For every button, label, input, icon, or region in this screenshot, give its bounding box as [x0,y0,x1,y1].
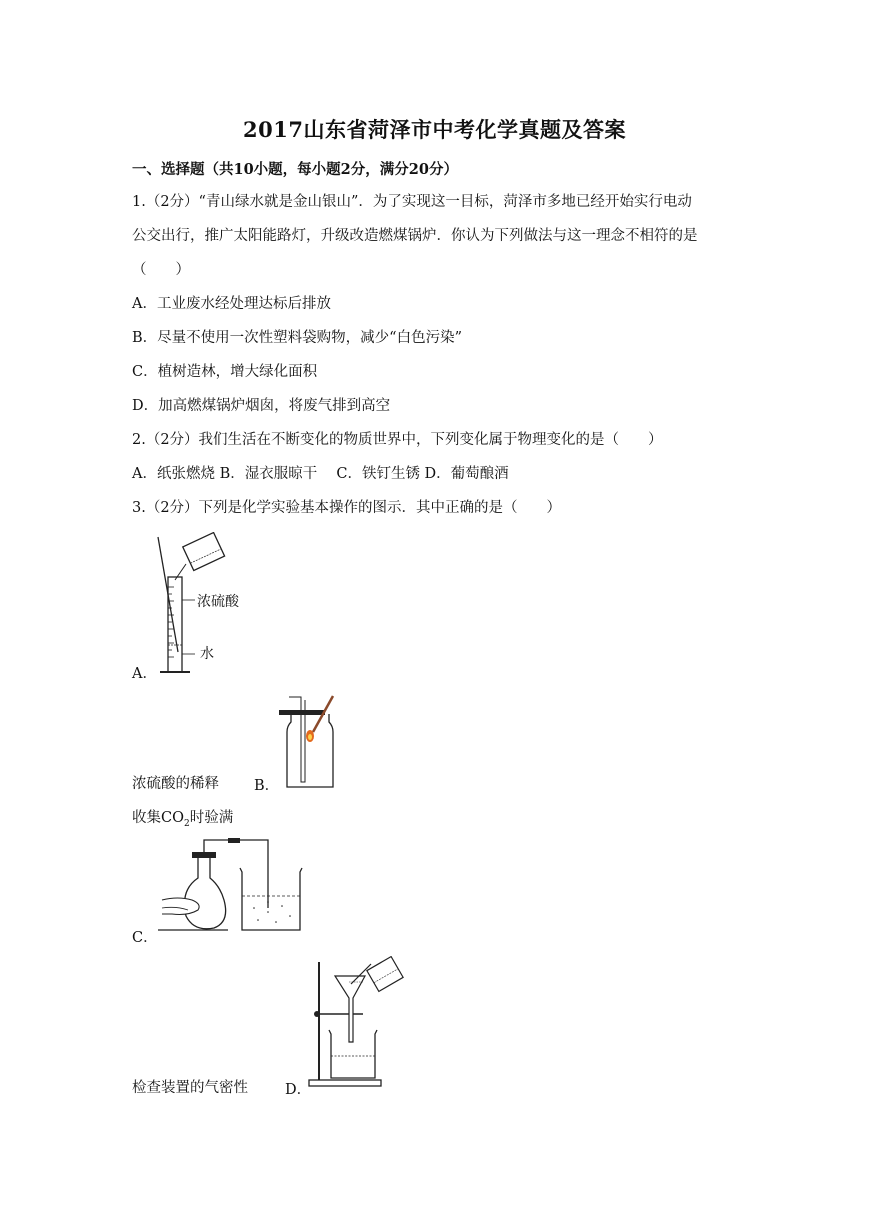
q1-stem-line3: （ ） [132,262,190,278]
q3-option-c-caption: 检查装置的气密性 [132,1080,248,1096]
q1-option-a: A．工业废水经处理达标后排放 [132,296,331,312]
figure-b-co2-check [275,692,345,792]
q3-option-b-caption-pre: 收集CO [132,810,184,826]
q1-stem-line1: 1.（2分）“青山绿水就是金山银山”．为了实现这一目标，菏泽市多地已经开始实行电动 [132,194,692,210]
q3-option-b-caption-sub: 2 [183,818,190,829]
q3-option-b-letter: B． [254,778,280,794]
q2-stem: 2.（2分）我们生活在不断变化的物质世界中，下列变化属于物理变化的是（ ） [132,432,663,448]
q3-option-a-letter: A． [132,666,157,682]
q3-stem: 3.（2分）下列是化学实验基本操作的图示．其中正确的是（ ） [132,500,562,516]
figure-a-label-acid: 浓硫酸 [197,594,239,610]
q3-option-b-caption [132,808,233,834]
q3-option-d-letter: D． [285,1082,312,1098]
figure-d-filtration [305,956,415,1088]
section-heading: 一、选择题（共10小题，每小题2分，满分20分） [132,161,458,178]
q3-option-b-caption-post: 时验满 [189,810,234,826]
q2-options: A．纸张燃烧 B．湿衣服晾干 C．铁钉生锈 D．葡萄酿酒 [132,466,509,482]
q1-option-d: D．加高燃煤锅炉烟囱，将废气排到高空 [132,398,391,414]
figure-a-label-water: 水 [200,646,214,662]
q1-option-b: B．尽量不使用一次性塑料袋购物，减少“白色污染” [132,330,462,346]
q3-option-a-caption: 浓硫酸的稀释 [132,776,219,792]
q1-stem-line2: 公交出行，推广太阳能路灯，升级改造燃煤锅炉．你认为下列做法与这一理念不相符的是 [132,228,698,244]
q1-option-c: C．植树造林，增大绿化面积 [132,364,318,380]
figure-c-airtightness [158,838,313,938]
q3-option-c-letter: C． [132,930,158,946]
page-title: 2017山东省菏泽市中考化学真题及答案 [243,117,626,142]
